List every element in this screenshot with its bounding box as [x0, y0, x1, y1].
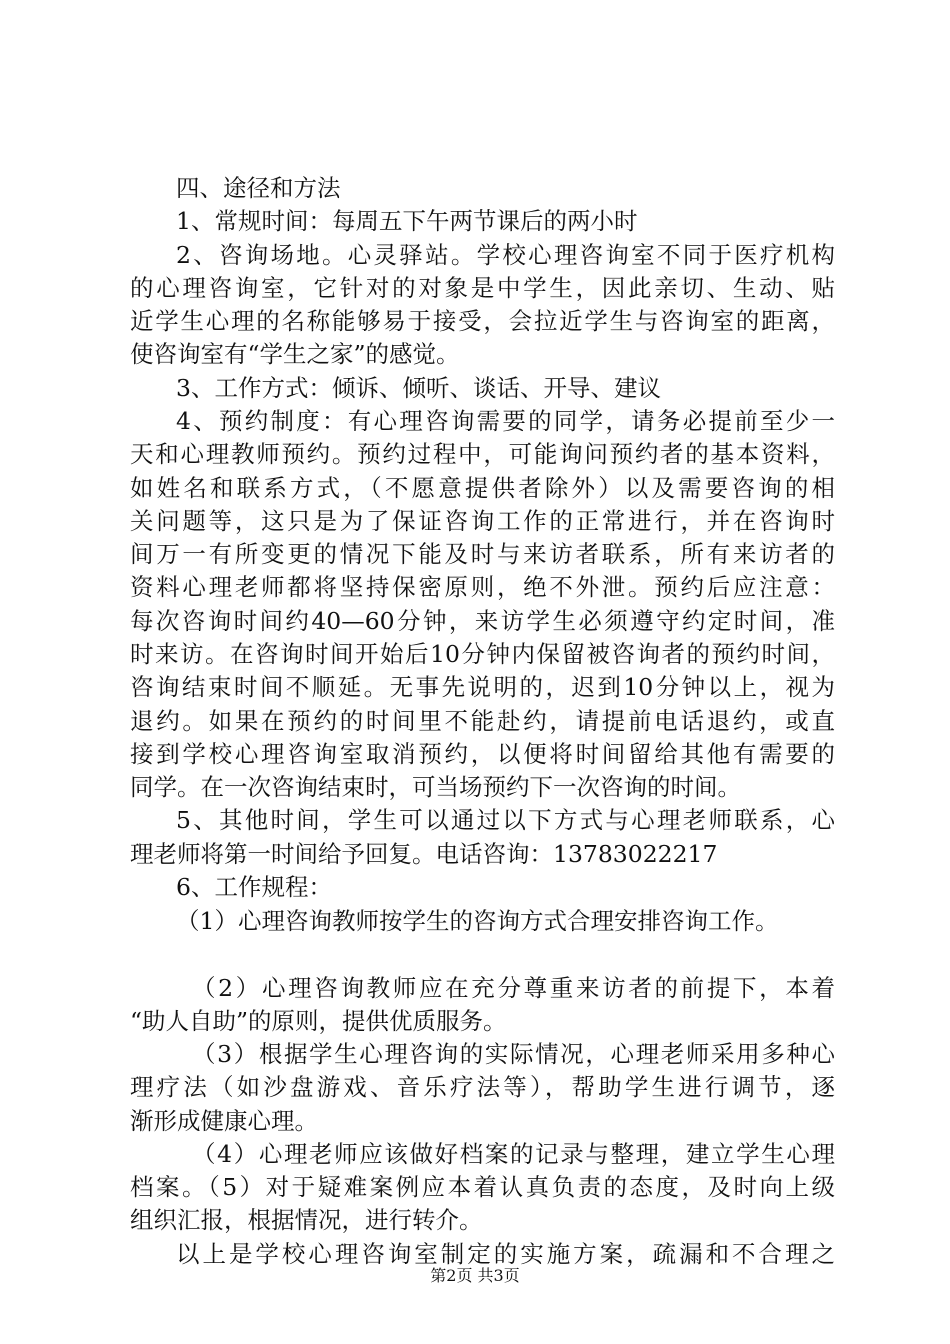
paragraph-line: 的心理咨询室，它针对的对象是中学生，因此亲切、生动、贴 — [130, 274, 835, 302]
paragraph-line: 使咨询室有“学生之家”的感觉。 — [130, 340, 460, 368]
paragraph-line: 资料心理老师都将坚持保密原则，绝不外泄。预约后应注意： — [130, 573, 835, 601]
paragraph-line: 6、工作规程： — [176, 873, 332, 901]
paragraph-line: 组织汇报，根据情况，进行转介。 — [130, 1206, 483, 1234]
paragraph-line: 1、常规时间：每周五下午两节课后的两小时 — [176, 207, 638, 235]
paragraph-line: 接到学校心理咨询室取消预约，以便将时间留给其他有需要的 — [130, 740, 835, 768]
paragraph-line: （3）根据学生心理咨询的实际情况，心理老师采用多种心 — [192, 1040, 835, 1068]
paragraph-line: （4）心理老师应该做好档案的记录与整理，建立学生心理 — [192, 1140, 835, 1168]
paragraph-line: 关问题等，这只是为了保证咨询工作的正常进行，并在咨询时 — [130, 507, 835, 535]
paragraph-line: 3、工作方式：倾诉、倾听、谈话、开导、建议 — [176, 374, 661, 402]
paragraph-line: 理老师将第一时间给予回复。电话咨询：13783022217 — [130, 840, 718, 868]
paragraph-line: 2、咨询场地。心灵驿站。学校心理咨询室不同于医疗机构 — [176, 241, 835, 269]
paragraph-line: 渐形成健康心理。 — [130, 1107, 318, 1135]
section-heading: 四、途径和方法 — [176, 174, 341, 202]
paragraph-line: 4、预约制度：有心理咨询需要的同学，请务必提前至少一 — [176, 407, 835, 435]
paragraph-line: 咨询结束时间不顺延。无事先说明的，迟到10分钟以上，视为 — [130, 673, 835, 701]
paragraph-line: 档案。（5）对于疑难案例应本着认真负责的态度，及时向上级 — [130, 1173, 835, 1201]
paragraph-line: 间万一有所变更的情况下能及时与来访者联系，所有来访者的 — [130, 540, 835, 568]
paragraph-line: 近学生心理的名称能够易于接受，会拉近学生与咨询室的距离， — [130, 307, 835, 335]
paragraph-line: （2）心理咨询教师应在充分尊重来访者的前提下，本着 — [192, 974, 835, 1002]
paragraph-line: 同学。在一次咨询结束时，可当场预约下一次咨询的时间。 — [130, 773, 741, 801]
paragraph-line: 退约。如果在预约的时间里不能赴约，请提前电话退约，或直 — [130, 707, 835, 735]
paragraph-line: 理疗法（如沙盘游戏、音乐疗法等），帮助学生进行调节，逐 — [130, 1073, 835, 1101]
paragraph-line: 时来访。在咨询时间开始后10分钟内保留被咨询者的预约时间， — [130, 640, 835, 668]
page-footer: 第2页 共3页 — [430, 1266, 520, 1285]
paragraph-line: 天和心理教师预约。预约过程中，可能询问预约者的基本资料， — [130, 440, 835, 468]
paragraph-line: 以上是学校心理咨询室制定的实施方案，疏漏和不合理之 — [176, 1240, 835, 1268]
paragraph-line: （1）心理咨询教师按学生的咨询方式合理安排咨询工作。 — [176, 907, 779, 935]
paragraph-line: 如姓名和联系方式，（不愿意提供者除外）以及需要咨询的相 — [130, 474, 835, 502]
paragraph-line: 每次咨询时间约40—60分钟，来访学生必须遵守约定时间，准 — [130, 607, 835, 635]
paragraph-line: “助人自助”的原则，提供优质服务。 — [130, 1007, 507, 1035]
paragraph-line: 5、其他时间，学生可以通过以下方式与心理老师联系，心 — [176, 806, 835, 834]
